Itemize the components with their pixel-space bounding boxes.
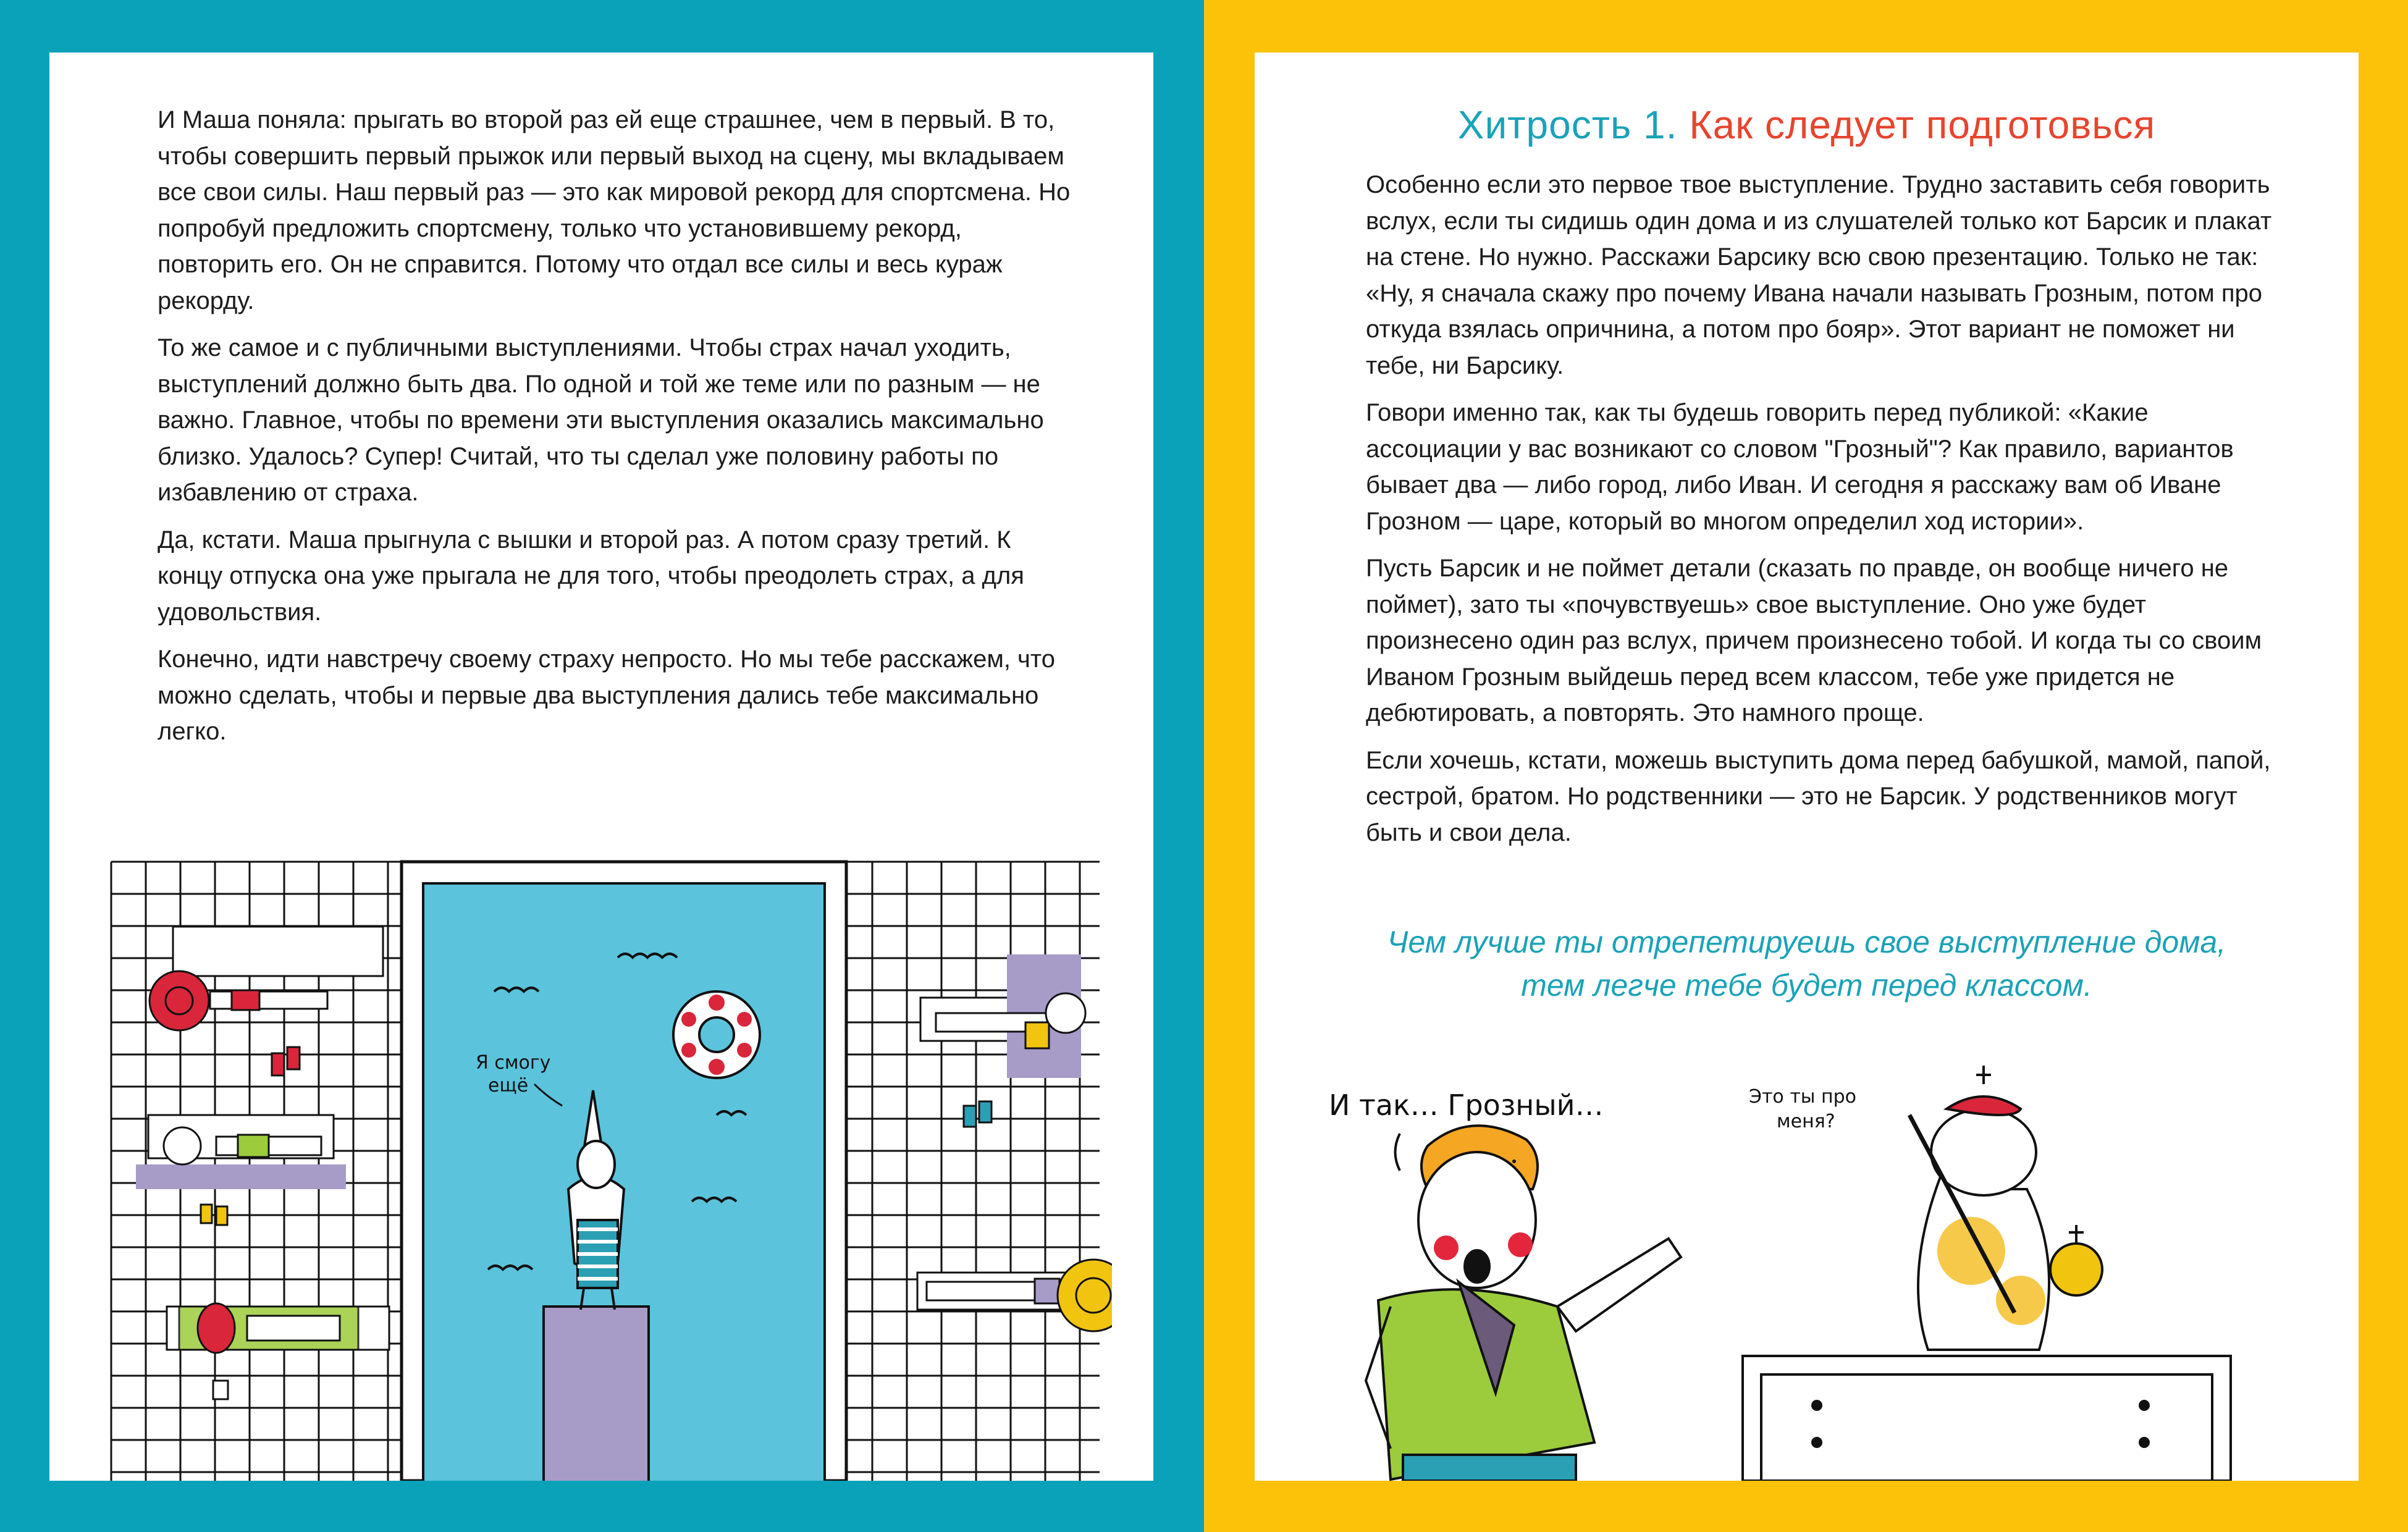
boy-cat-illustration — [1255, 1010, 2359, 1481]
left-paragraph-3: Да, кстати. Маша прыгнула с вышки и второй раз. А потом сразу третий. К концу отпуска она уже прыгала не для того, чтобы преодолеть страх, а для удовольствия. — [158, 526, 1024, 626]
pull-quote — [1255, 920, 2359, 1007]
right-paragraph-4: Если хочешь, кстати, можешь выступить дома перед бабушкой, мамой, папой, сестрой, братом. Но родственники — это не Барсик. У родственников могут быть и свои дела. — [1366, 746, 2271, 846]
left-paragraph-2: То же самое и с публичными выступлениями. Чтобы страх начал уходить, выступлений должно быть два. По одной и той же теме или по разным — не важно. Главное, чтобы по времени эти выступления оказались максимально близко. Удалось? Супер! Считай, что ты сделал уже половину работы по избавлению от страха. — [158, 334, 1044, 506]
right-paragraph-2: Говори именно так, как ты будешь говорить перед публикой: «Какие ассоциации у вас возникают со словом "Грозный"? Как правило, вариантов бывает два — либо город, либо Иван. И сегодня я расскажу вам об Иване Грозном — царе, который во многом определил ход истории». — [1366, 399, 2234, 535]
masha-speech-line2: ещё — [488, 1075, 529, 1096]
diving-board — [544, 1307, 649, 1481]
right-page-text — [1366, 167, 2274, 862]
left-paragraph-1: И Маша поняла: прыгать во второй раз ей еще страшнее, чем в первый. В то, чтобы совершить первый прыжок или первый выход на сцену, мы вкладываем все свои силы. Наш первый раз — это как мировой рекорд для спортсмена. Но попробуй предложить спортсмену, только что установившему рекорд, повторить его. Он не справится. Потому что отдал все силы и весь кураж рекорду. — [158, 106, 1071, 314]
boy — [1366, 1126, 1681, 1481]
sunbathers-left — [136, 927, 389, 1399]
left-page-text — [158, 102, 1072, 761]
right-paragraph-1: Особенно если это первое твое выступление. Трудно заставить себя говорить вслух, если ты сидишь один дома и из слушателей только кот Барсик и плакат на стене. Но нужно. Расскажи Барсику всю свою презентацию. Только не так: «Ну, я сначала скажу про почему Ивана начали называть Грозным, потом про откуда взялась опричнина, а потом про бояр». Этот вариант не поможет ни тебе, ни Барсику. — [1366, 171, 2272, 379]
right-page — [1255, 53, 2359, 1481]
quote-line-2: тем легче тебе будет перед классом. — [1521, 968, 2092, 1003]
boy-speech: И так… Грозный… — [1329, 1088, 1604, 1122]
right-paragraph-3: Пусть Барсик и не поймет детали (сказать по правде, он вообще ничего не поймет), зато ты «почувствуешь» свое выступление. Оно уже будет произнесено один раз вслух, причем произнесено тобой. И когда ты со своим Иваном Грозным выйдешь перед всем классом, тебе уже придется не дебютировать, а повторять. Это намного проще. — [1366, 555, 2262, 726]
section-heading — [1255, 102, 2359, 148]
pool-illustration — [99, 794, 1112, 1481]
heading-number: Хитрость 1. — [1457, 103, 1678, 147]
quote-line-1: Чем лучше ты отрепетируешь свое выступление дома, — [1387, 925, 2226, 959]
sunbathers-right — [917, 954, 1112, 1331]
masha-speech-line1: Я смогу — [476, 1052, 551, 1074]
cat-speech-line1: Это ты про — [1749, 1086, 1857, 1108]
heading-title: Как следует подготовься — [1689, 103, 2156, 147]
left-page — [49, 53, 1153, 1481]
left-paragraph-4: Конечно, идти навстречу своему страху непросто. Но мы тебе расскажем, что можно сделать, чтобы и первые два выступления дались тебе максимально легко. — [158, 646, 1056, 745]
cat-speech-line2: меня? — [1777, 1111, 1835, 1132]
swim-ring — [673, 991, 760, 1078]
